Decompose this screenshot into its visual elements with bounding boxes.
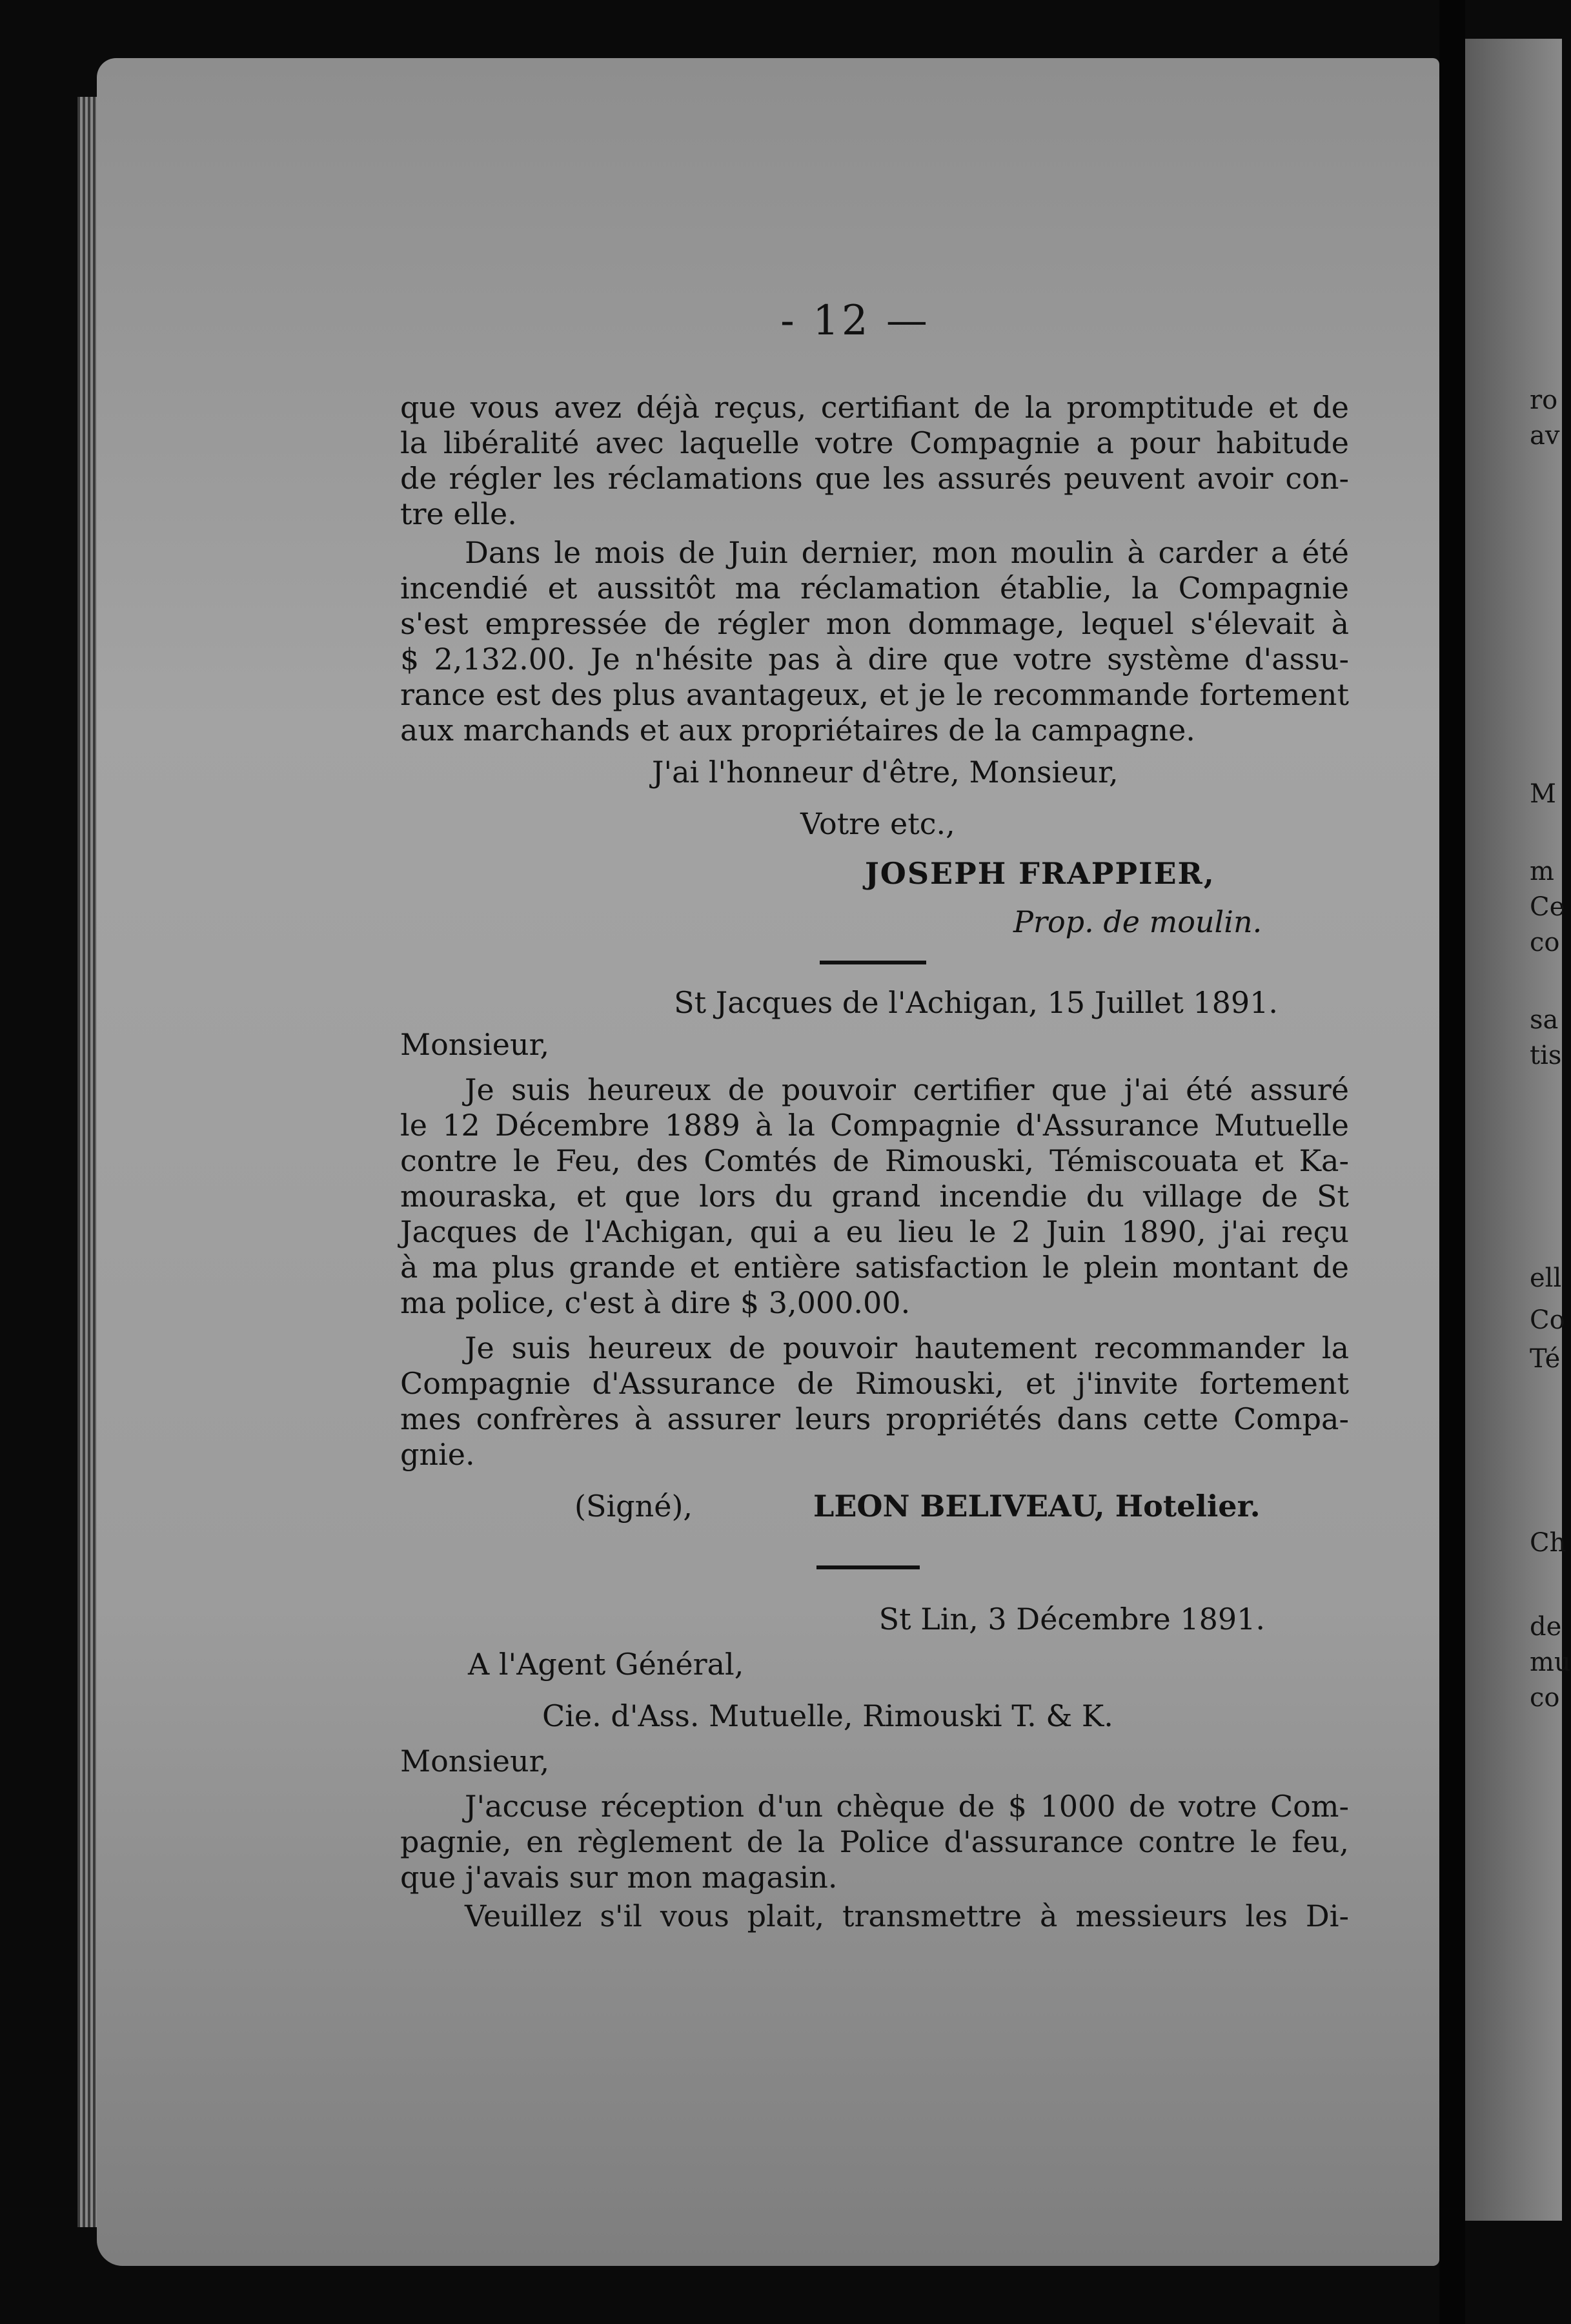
body-line: Je suis heureux de pouvoir hautement recommander la xyxy=(465,1330,1349,1365)
body-line: le 12 Décembre 1889 à la Compagnie d'Assurance Mutuelle xyxy=(400,1108,1349,1143)
facing-text: Té xyxy=(1530,1344,1561,1374)
body-line: de régler les réclamations que les assurés peuvent avoir con- xyxy=(400,461,1349,496)
place-date: St Jacques de l'Achigan, 15 Juillet 1891. xyxy=(674,985,1278,1020)
body-line: ma police, c'est à dire $ 3,000.00. xyxy=(400,1285,911,1320)
page-number: - 12 — xyxy=(780,297,930,345)
facing-text: sa xyxy=(1530,1005,1559,1035)
signature-title: Prop. de moulin. xyxy=(1013,904,1262,939)
facing-text: co xyxy=(1530,928,1560,957)
facing-text: Ce xyxy=(1530,892,1565,922)
facing-page xyxy=(1465,39,1562,2221)
body-line: incendié et aussitôt ma réclamation établie, la Compagnie xyxy=(400,571,1349,606)
body-line: aux marchands et aux propriétaires de la campagne. xyxy=(400,713,1195,748)
body-line: contre le Feu, des Comtés de Rimouski, Témiscouata et Ka- xyxy=(400,1143,1349,1178)
separator-rule xyxy=(816,1565,920,1569)
body-line: que vous avez déjà reçus, certifiant de la promptitude et de xyxy=(400,390,1349,425)
body-line: mes confrères à assurer leurs propriétés dans cette Compa- xyxy=(400,1402,1349,1436)
salutation: Monsieur, xyxy=(400,1027,550,1062)
closing-line: J'ai l'honneur d'être, Monsieur, xyxy=(652,755,1119,790)
body-line: à ma plus grande et entière satisfaction le plein montant de xyxy=(400,1250,1349,1285)
body-line: Compagnie d'Assurance de Rimouski, et j'invite fortement xyxy=(400,1366,1349,1401)
body-line: Jacques de l'Achigan, qui a eu lieu le 2 Juin 1890, j'ai reçu xyxy=(400,1214,1349,1249)
address-line: Cie. d'Ass. Mutuelle, Rimouski T. & K. xyxy=(542,1698,1113,1733)
book-gutter xyxy=(1439,0,1465,2324)
body-line: la libéralité avec laquelle votre Compagnie a pour habitude xyxy=(400,425,1349,460)
facing-text: co xyxy=(1530,1683,1560,1713)
address-line: A l'Agent Général, xyxy=(468,1647,744,1682)
body-line: gnie. xyxy=(400,1437,475,1472)
body-line: J'accuse réception d'un chèque de $ 1000 de votre Com- xyxy=(465,1789,1349,1824)
signature: LEON BELIVEAU, Hotelier. xyxy=(813,1489,1261,1524)
signature: JOSEPH FRAPPIER, xyxy=(865,856,1215,891)
body-line: $ 2,132.00. Je n'hésite pas à dire que votre système d'assu- xyxy=(400,642,1349,677)
body-line: tre elle. xyxy=(400,496,517,531)
signed-label: (Signé), xyxy=(574,1489,693,1524)
body-line: pagnie, en règlement de la Police d'assurance contre le feu, xyxy=(400,1824,1349,1859)
body-line: mouraska, et que lors du grand incendie du village de St xyxy=(400,1179,1349,1214)
facing-text: Ch xyxy=(1530,1528,1566,1558)
facing-text: M xyxy=(1530,779,1556,809)
facing-text: tis xyxy=(1530,1041,1562,1070)
facing-text: ell xyxy=(1530,1263,1562,1293)
body-line: Veuillez s'il vous plait, transmettre à messieurs les Di- xyxy=(465,1899,1349,1933)
body-line: rance est des plus avantageux, et je le recommande fortement xyxy=(400,677,1349,712)
facing-text: ro xyxy=(1530,385,1558,415)
facing-text: m xyxy=(1530,857,1554,886)
facing-text: de xyxy=(1530,1612,1562,1642)
closing-line: Votre etc., xyxy=(800,806,955,841)
facing-text: av xyxy=(1530,421,1560,451)
body-line: s'est empressée de régler mon dommage, lequel s'élevait à xyxy=(400,606,1349,641)
body-line: Je suis heureux de pouvoir certifier que j'ai été assuré xyxy=(465,1072,1349,1107)
facing-text: mu xyxy=(1530,1647,1571,1677)
body-line: Dans le mois de Juin dernier, mon moulin à carder a été xyxy=(465,535,1349,570)
place-date: St Lin, 3 Décembre 1891. xyxy=(878,1602,1265,1636)
facing-text: Co xyxy=(1530,1305,1565,1335)
body-line: que j'avais sur mon magasin. xyxy=(400,1860,838,1895)
separator-rule xyxy=(820,961,926,964)
salutation: Monsieur, xyxy=(400,1744,550,1779)
